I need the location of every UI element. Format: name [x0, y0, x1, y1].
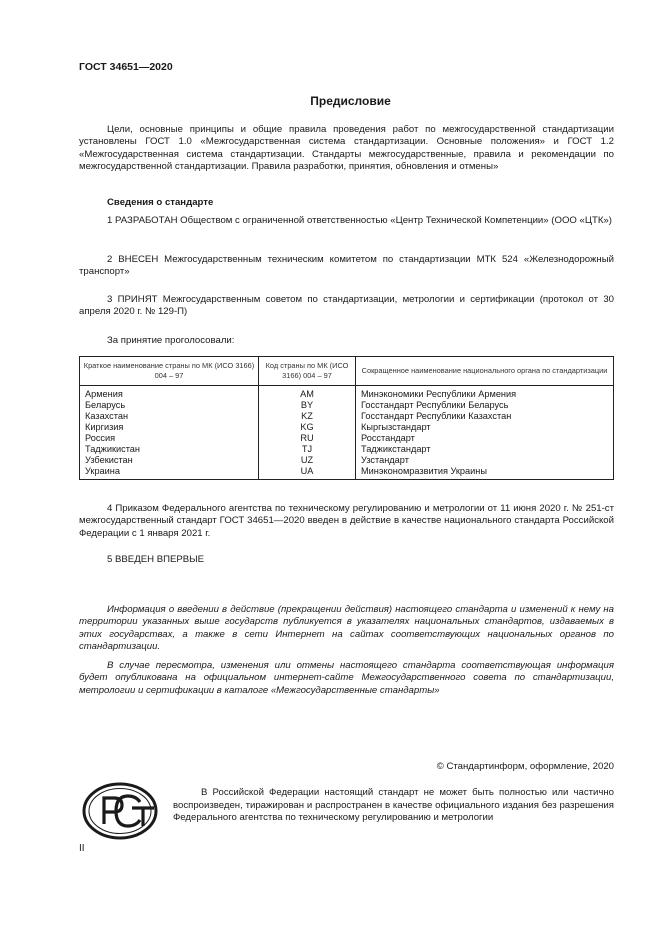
table-cell-body: Узстандарт	[356, 455, 614, 466]
table-header-code: Код страны по МК (ИСО 3166) 004 – 97	[259, 357, 356, 386]
item-1: 1 РАЗРАБОТАН Обществом с ограниченной ответственностью «Центр Технической Компетенции» (ООО «ЦТК»)	[107, 215, 612, 226]
table-cell-country: Армения	[80, 386, 259, 401]
table-cell-body: Госстандарт Республики Беларусь	[356, 400, 614, 411]
table-cell-country: Киргизия	[80, 422, 259, 433]
table-cell-country: Беларусь	[80, 400, 259, 411]
table-row	[80, 386, 614, 401]
table-cell-body: Минэкономики Республики Армения	[356, 386, 614, 401]
rst-logo-icon	[82, 782, 164, 840]
table-row	[80, 411, 614, 422]
table-row	[80, 466, 614, 480]
page-title: Предисловие	[310, 94, 391, 108]
table-cell-code: AM	[259, 386, 356, 401]
table-row	[80, 400, 614, 411]
table-cell-body: Росстандарт	[356, 433, 614, 444]
table-cell-code: RU	[259, 433, 356, 444]
table-row	[80, 433, 614, 444]
table-cell-body: Госстандарт Республики Казахстан	[356, 411, 614, 422]
vote-label: За принятие проголосовали:	[107, 335, 235, 346]
table-cell-country: Узбекистан	[80, 455, 259, 466]
info-paragraph-2: В случае пересмотра, изменения или отмены настоящего стандарта соответствующая информация будет опубликована на официальном интернет-сайте Межгосударственного совета по стандартизации, метрологии и сертификации в каталоге «Межгосударственные стандарты»	[79, 660, 614, 696]
table-header-row	[80, 357, 614, 386]
table-cell-code: TJ	[259, 444, 356, 455]
table-cell-body: Кыргызстандарт	[356, 422, 614, 433]
table-cell-code: UZ	[259, 455, 356, 466]
table-cell-country: Казахстан	[80, 411, 259, 422]
table-row	[80, 444, 614, 455]
table-cell-country: Украина	[80, 466, 259, 480]
table-cell-body: Таджикстандарт	[356, 444, 614, 455]
info-paragraph-1: Информация о введении в действие (прекращении действия) настоящего стандарта и изменений к нему на территории указанных выше государств публикуется в указателях национальных стандартов, издаваемых в этих государствах, а также в сети Интернет на сайтах соответствующих национальных органов по стандартизации.	[79, 604, 614, 653]
intro-paragraph: Цели, основные принципы и общие правила проведения работ по межгосударственной стандартизации установлены ГОСТ 1.0 «Межгосударственная система стандартизации. Основные положения» и ГОСТ 1.2 «Межгосударственная система стандартизации. Стандарты межгосударственные, правила и рекомендации по межгосударственной стандартизации. Правила разработки, принятия, обновления и отмены»	[79, 124, 614, 173]
table-row	[80, 455, 614, 466]
section-title: Сведения о стандарте	[107, 197, 214, 208]
table-header-country: Краткое наименование страны по МК (ИСО 3166) 004 – 97	[80, 357, 259, 386]
table-cell-country: Таджикистан	[80, 444, 259, 455]
item-3: 3 ПРИНЯТ Межгосударственным советом по стандартизации, метрологии и сертификации (протокол от 30 апреля 2020 г. № 129-П)	[79, 294, 614, 318]
table-cell-code: UA	[259, 466, 356, 480]
table-row	[80, 422, 614, 433]
table-cell-country: Россия	[80, 433, 259, 444]
table-header-body: Сокращенное наименование национального органа по стандартизации	[356, 357, 614, 386]
table-cell-code: KG	[259, 422, 356, 433]
item-5: 5 ВВЕДЕН ВПЕРВЫЕ	[107, 554, 205, 565]
item-2: 2 ВНЕСЕН Межгосударственным техническим комитетом по стандартизации МТК 524 «Железнодорожный транспорт»	[79, 254, 614, 278]
rf-copyright-notice: В Российской Федерации настоящий стандарт не может быть полностью или частично воспроизведен, тиражирован и распространен в качестве официального издания без разрешения Федерального агентства по техническому регулированию и метрологии	[173, 787, 614, 824]
voting-table	[79, 356, 614, 480]
copyright-line: © Стандартинформ, оформление, 2020	[436, 761, 614, 772]
document-code: ГОСТ 34651—2020	[79, 61, 173, 73]
table-cell-body: Минэкономразвития Украины	[356, 466, 614, 480]
page-number: II	[79, 843, 85, 854]
table-cell-code: BY	[259, 400, 356, 411]
item-4: 4 Приказом Федерального агентства по техническому регулированию и метрологии от 11 июня 2020 г. № 251-ст межгосударственный стандарт ГОСТ 34651—2020 введен в действие в качестве национального стандарта Российской Федерации с 1 января 2021 г.	[79, 503, 614, 539]
table-cell-code: KZ	[259, 411, 356, 422]
